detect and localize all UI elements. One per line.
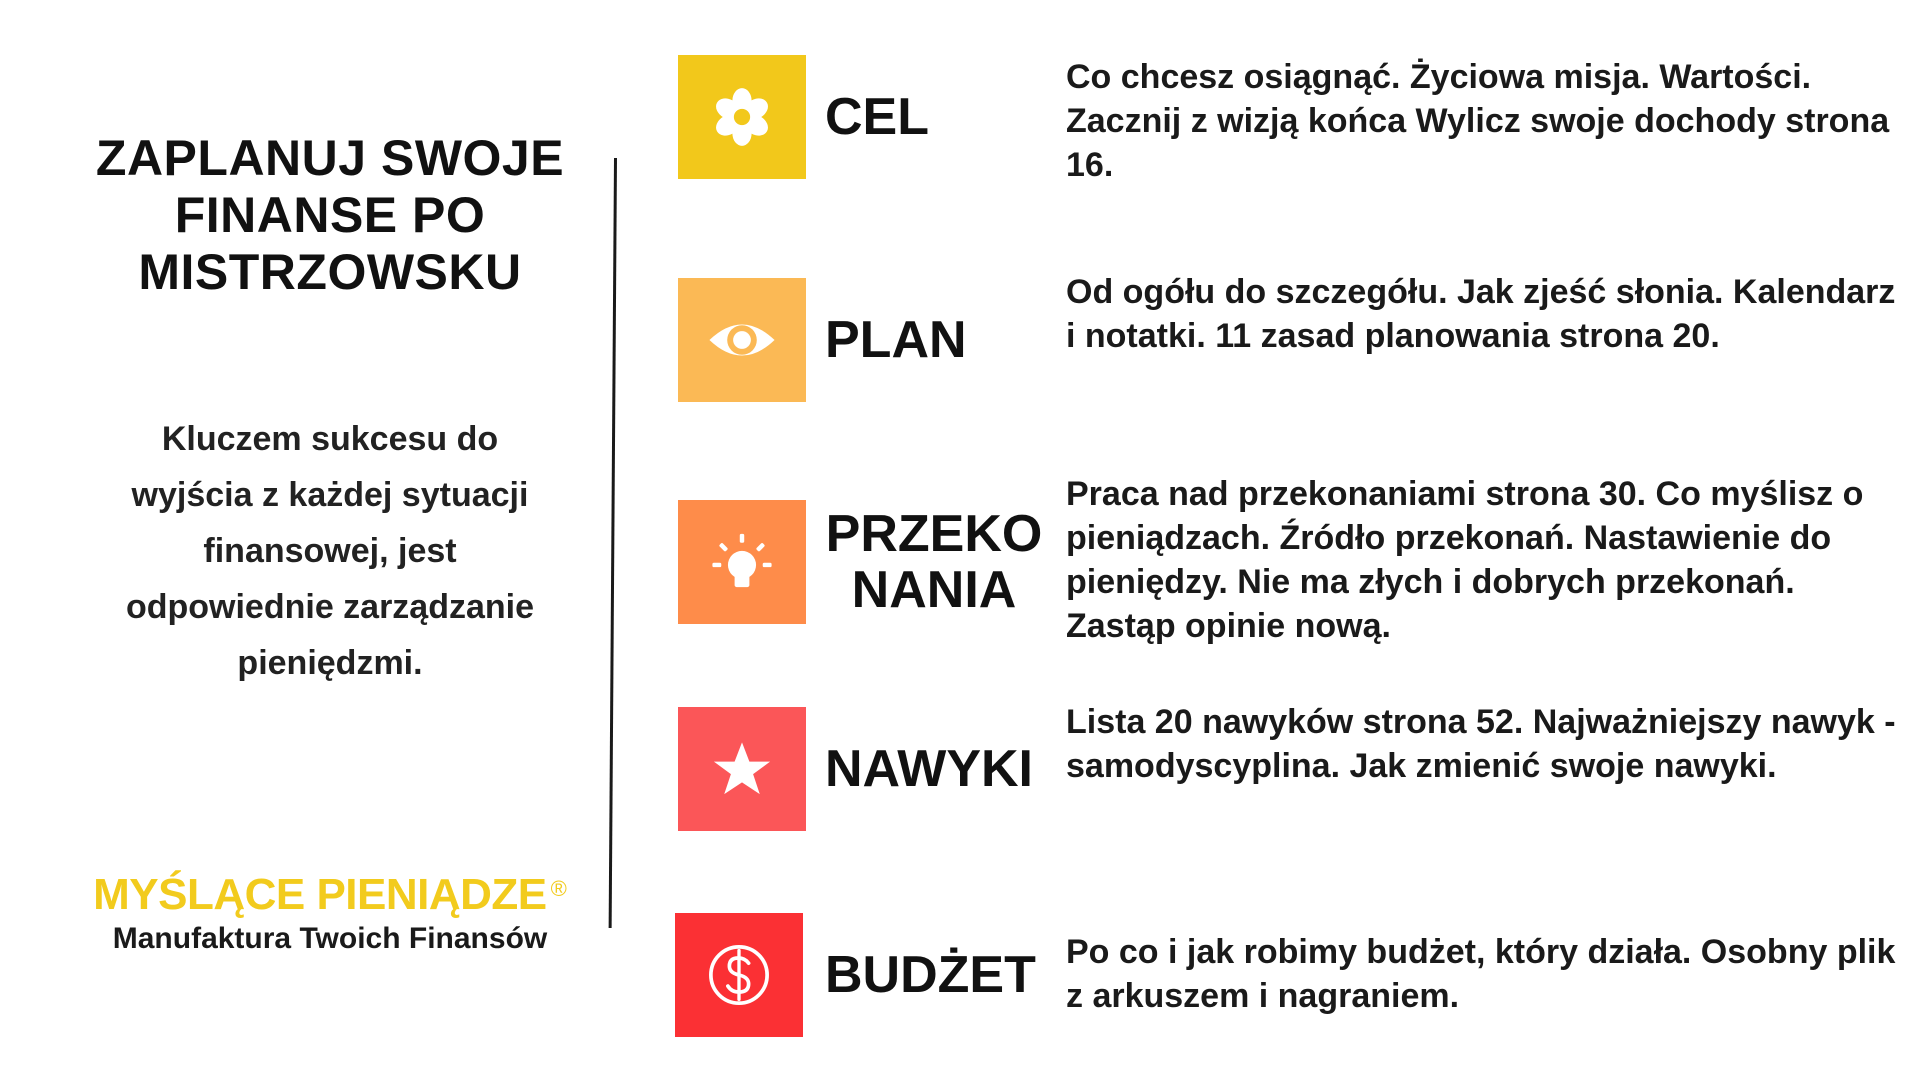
step-plan [678, 273, 1908, 402]
step-label-line2: NANIA [851, 561, 1017, 619]
step-label-line1: PRZEKO [825, 505, 1043, 563]
page-title: ZAPLANUJ SWOJE FINANSE PO MISTRZOWSKU [95, 130, 565, 300]
step-label-nawyki: NAWYKI [825, 740, 1033, 798]
lightbulb-icon [705, 525, 779, 599]
step-icon-box [675, 913, 803, 1037]
step-description: Od ogółu do szczegółu. Jak zjeść słonia. Kalendarz i notatki. 11 zasad planowania strona 20. [1066, 273, 1896, 355]
step-description: Praca nad przekonaniami strona 30. Co myślisz o pieniądzach. Źródło przekonań. Nastawienie do pieniędzy. Nie ma złych i dobrych przekonań. Zastąp opinie nową. [1066, 475, 1864, 645]
step-icon-box [678, 707, 806, 831]
step-icon-box [678, 55, 806, 179]
step-label-cel: CEL [825, 88, 929, 146]
step-label-budzet: BUDŻET [825, 946, 1036, 1004]
step-description: Co chcesz osiągnąć. Życiowa misja. Wartości. Zacznij z wizją końca Wylicz swoje dochody strona 16. [1066, 58, 1890, 184]
step-label-plan: PLAN [825, 311, 967, 369]
step-nawyki [678, 703, 1908, 831]
left-panel [40, 130, 620, 691]
step-cel [678, 55, 1908, 184]
eye-icon [705, 303, 779, 377]
brand-logo [40, 870, 620, 956]
flower-icon [705, 80, 779, 154]
step-description: Lista 20 nawyków strona 52. Najważniejszy nawyk - samodyscyplina. Jak zmienić swoje nawyki. [1066, 703, 1896, 785]
step-icon-box [678, 500, 806, 624]
star-icon [705, 732, 779, 806]
step-budzet [678, 913, 1908, 1037]
step-description: Po co i jak robimy budżet, który działa. Osobny plik z arkuszem i nagraniem. [1066, 933, 1896, 1015]
brand-name: MYŚLĄCE PIENIĄDZE [93, 870, 547, 919]
brand-tagline: Manufaktura Twoich Finansów [112, 922, 548, 955]
step-przekonania [678, 475, 1908, 645]
registered-mark: ® [550, 876, 567, 901]
step-label-przekonania [825, 500, 1043, 624]
brand-name-row [40, 870, 620, 920]
step-icon-box [678, 278, 806, 402]
intro-text: Kluczem sukcesu do wyjścia z każdej sytuacji finansowej, jest odpowiednie zarządzanie pieniędzmi. [125, 420, 535, 682]
dollar-coin-icon [702, 938, 776, 1012]
